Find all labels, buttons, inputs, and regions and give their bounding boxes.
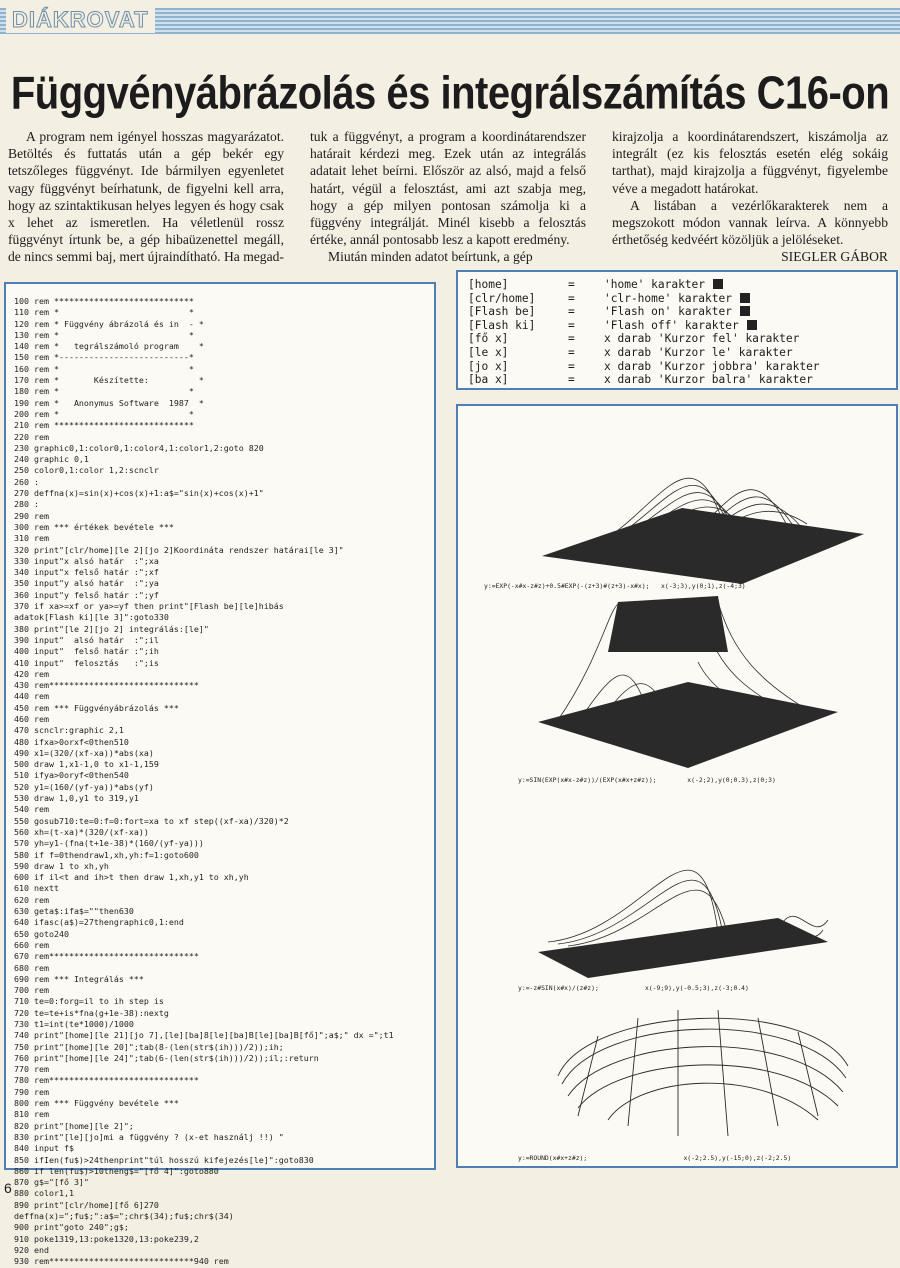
paragraph: A listában a vezérlőkarakterek nem a megszokott módon vannak leírva. A könnyebb érthetőség kedvéért közöljük a jelöléseket. — [612, 197, 888, 248]
control-code: [le x] — [468, 345, 509, 359]
control-description: x darab 'Kurzor balra' karakter — [604, 373, 813, 387]
equals-sign: = — [568, 305, 575, 319]
paragraph: tuk a függvényt, a program a koordinátarendszer határait kérdezi meg. Ezek után az integrálás adatait lehet beírni. Először az alsó, majd a felső határt, végül a felosztást, ami azt szabja meg, hogy a gép milyen pontosan számolja ki a függvény integrálját. Minél kisebb a felosztás értéke, annál pontosabb lesz a kapott eredmény. — [310, 129, 586, 248]
block-char-icon — [740, 293, 750, 303]
text-column-3 — [612, 128, 888, 266]
control-char-row — [468, 346, 896, 360]
control-char-row — [468, 332, 896, 346]
control-char-row — [468, 360, 896, 374]
block-char-icon — [713, 279, 723, 289]
surface-plot-3 — [528, 792, 868, 982]
program-listing-panel — [4, 282, 436, 1267]
control-description: 'clr-home' karakter — [604, 292, 750, 305]
surface-plot-2 — [518, 592, 858, 772]
control-code: [home] — [468, 278, 509, 291]
equals-sign: = — [568, 318, 575, 332]
author-name: SIEGLER GÁBOR — [781, 249, 888, 265]
control-char-row — [468, 292, 896, 306]
graph-caption-3: y:=-z#SIN(x#x)/(z#z); x(-9;9),y(-0.5;3),z(-3;0.4) — [518, 984, 749, 992]
equals-sign: = — [568, 359, 575, 373]
block-char-icon — [740, 306, 750, 316]
control-char-row — [468, 278, 896, 292]
control-code: [clr/home] — [468, 291, 536, 305]
page-number: 6 — [4, 1180, 12, 1196]
text-column-2 — [310, 128, 586, 266]
equals-sign: = — [568, 278, 575, 291]
control-code: [jo x] — [468, 359, 509, 373]
article-title: Függvényábrázolás és integrálszámítás C16-on — [10, 68, 890, 119]
control-code: [Flash be] — [468, 305, 536, 319]
control-description: 'Flash on' karakter — [604, 305, 750, 318]
control-code: [fő x] — [468, 332, 509, 346]
equals-sign: = — [568, 345, 575, 359]
equals-sign: = — [568, 373, 575, 387]
control-char-row — [468, 305, 896, 319]
text-column-1 — [8, 128, 284, 266]
surface-plot-4 — [548, 996, 868, 1146]
equals-sign: = — [568, 291, 575, 305]
paragraph: Miután minden adatot beírtunk, a gép — [328, 249, 533, 265]
control-char-table — [456, 270, 898, 390]
basic-program-listing: 100 rem **************************** 110 rem * * 120 rem * Függvény ábrázolá és in - * 130 rem * * 140 rem * tegrálszámoló program * 150 rem *--------------------------* 160 rem * * 170 rem * Készítette: * 180 rem * * 190 rem * Anonymus Software 1987 * 200 rem * * 210 rem **************************** 220 rem 230 graphic0,1:color0,1:color4,1:color1,2:goto 820 240 graphic 0,1 250 color0,1:color 1,2:scnclr 260 : 270 deffna(x)=sin(x)+cos(x)+1:a$="sin(x)+cos(x)+1" 280 : 290 rem 300 rem *** értékek bevétele *** 310 rem 320 print"[clr/home][le 2][jo 2]Koordináta rendszer határai[le 3]" 330 input"x alsó határ :";xa 340 input"x felső határ :";xf 350 input"y alsó határ :";ya 360 input"y felső határ :";yf 370 if xa>=xf or ya>=yf then print"[Flash be][le]hibás adatok[Flash ki][le 3]":goto330 380 print"[le 2][jo 2] integrálás:[le]" 390 input" alsó határ :";il 400 input" felső határ :";ih 410 input" felosztás :";is 420 rem 430 rem****************************** 440 rem 450 rem *** Függvényábrázolás *** 460 rem 470 scnclr:graphic 2,1 480 ifxa>0orxf<0then510 490 x1=(320/(xf-xa))*abs(xa) 500 draw 1,x1-1,0 to x1-1,159 510 ifya>0oryf<0then540 520 y1=(160/(yf-ya))*abs(yf) 530 draw 1,0,y1 to 319,y1 540 rem 550 gosub710:te=0:f=0:fort=xa to xf step((xf-xa)/320)*2 560 xh=(t-xa)*(320/(xf-xa)) 570 yh=y1-(fna(t+1e-38)*(160/(yf-ya))) 580 if f=0thendraw1,xh,yh:f=1:goto600 590 draw 1 to xh,yh 600 if il<t and ih>t then draw 1,xh,y1 to xh,yh 610 nextt 620 rem 630 geta$:ifa$=""then630 640 ifasc(a$)=27thengraphic0,1:end 650 goto240 660 rem 670 rem****************************** 680 rem 690 rem *** Integrálás *** 700 rem 710 te=0:forg=il to ih step is 720 te=te+is*fna(g+1e-38):nextg 730 t1=int(te*1000)/1000 740 print"[home][le 21][jo 7],[le][ba]8[le][ba]B[le][ba]B[fő]";a$;" dx =";t1 750 print"[home][le 20]";tab(8-(len(str$(ih)))/2));ih; 760 print"[home][le 24]";tab(6-(len(str$(ih)))/2));il;:return 770 rem 780 rem****************************** 790 rem 800 rem *** Függvény bevétele *** 810 rem 820 print"[home][le 2]"; 830 print"[le][jo]mi a függvény ? (x-et használj !!) " 840 input f$ 850 ifIen(fu$)>24thenprint"túl hosszú kifejezés[le]":goto830 860 if len(fu$)>10theng$="[fő 4]":goto880 870 g$="[fő 3]" 880 color1,1 890 print"[clr/home][fő 6]270 deffna(x)=";fu$;":a$=";chr$(34);fu$;chr$(34) 900 print"goto 240";g$; 910 poke1319,13:poke1320,13:poke239,2 920 end 930 rem*****************************940 rem — [14, 296, 394, 1267]
section-label: DIÁKROVAT — [6, 7, 155, 33]
graphs-panel — [456, 404, 898, 1168]
graph-caption-1: y:=EXP(-x#x-z#z)+0.5#EXP(-(z+3)#(z+3)-x#x); x(-3;3),y(0;1),z(-4;3) — [484, 582, 746, 590]
control-char-row — [468, 373, 896, 387]
paragraph: kirajzolja a koordinátarendszert, kiszámolja az integrált (ez kis felosztás esetén elég sokáig tarthat), majd kirajzolja a függvényt, figyelembe véve a megadott határokat. — [612, 129, 888, 196]
graph-caption-4: y:=ROUND(x#x+z#z); x(-2;2.5),y(-15;0),z(-2;2.5) — [518, 1154, 792, 1162]
control-description: 'Flash off' karakter — [604, 319, 757, 332]
control-description: x darab 'Kurzor fel' karakter — [604, 332, 800, 346]
control-code: [Flash ki] — [468, 318, 536, 332]
block-char-icon — [747, 320, 757, 330]
surface-plot-1 — [532, 406, 872, 586]
control-code: [ba x] — [468, 373, 509, 387]
control-description: x darab 'Kurzor le' karakter — [604, 345, 793, 359]
graph-caption-2: y:=SIN(EXP(x#x-z#z))/(EXP(x#x+z#z)); x(-2;2),y(0;0.3),z(0;3) — [518, 776, 776, 784]
control-description: 'home' karakter — [604, 278, 723, 291]
paragraph: A program nem igényel hosszas magyarázatot. Betöltés és futtatás után a gép bekér egy tetszőleges függvényt. Ide bármilyen egyenletet vagy függvényt beírhatunk, de figyelni kell arra, hogy az szintaktikusan helyes legyen és hogy csak x lehet az ismeretlen. Ha véletlenül rossz függvényt írtunk be, a gép hibaüzenettel megáll, de nincs semmi baj, mert újraindítható. Ha megad- — [8, 129, 284, 265]
equals-sign: = — [568, 332, 575, 346]
control-description: x darab 'Kurzor jobbra' karakter — [604, 359, 820, 373]
control-char-row — [468, 319, 896, 333]
